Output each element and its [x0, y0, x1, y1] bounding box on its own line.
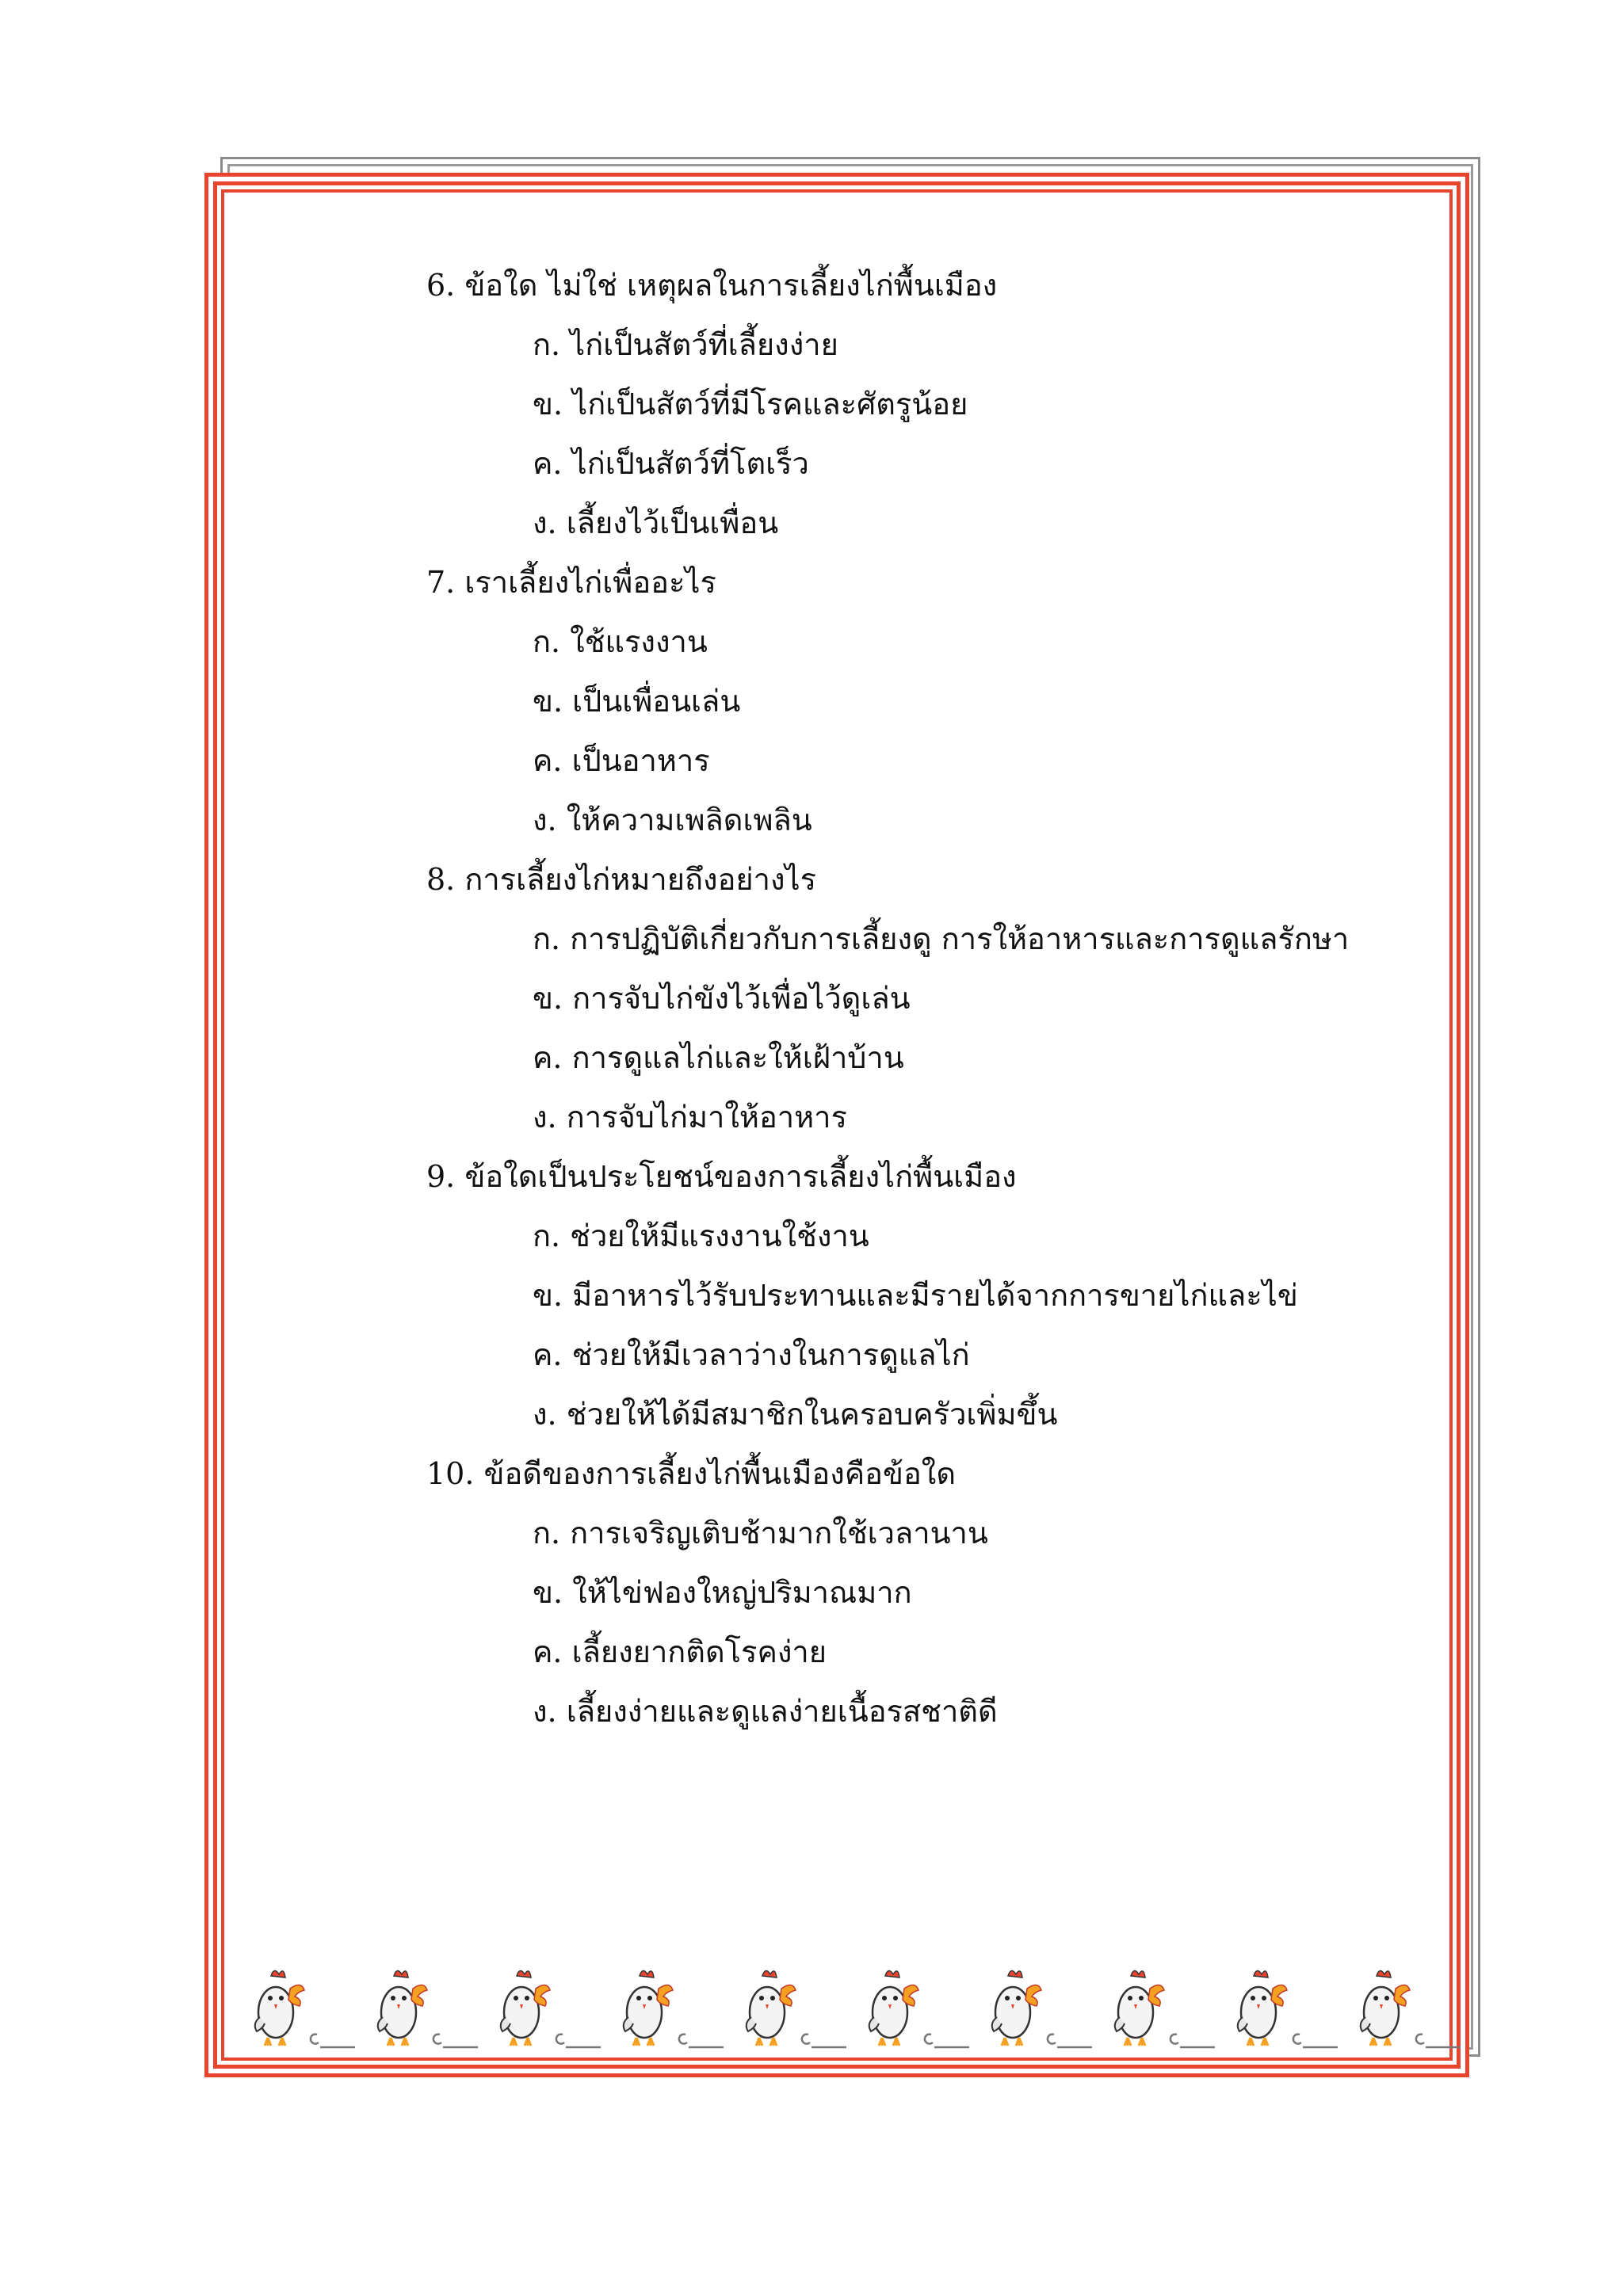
swirl-line-icon — [799, 2027, 848, 2050]
option-6d: ง. เลี้ยงไว้เป็นเพื่อน — [533, 505, 779, 540]
chicken-icon — [858, 1965, 922, 2052]
chicken-icon — [613, 1965, 676, 2052]
swirl-line-icon — [307, 2027, 357, 2050]
option-9b: ข. มีอาหารไว้รับประทานและมีรายได้จากการขายไก่และไข่ — [533, 1278, 1298, 1313]
chicken-icon — [1350, 1965, 1413, 2052]
chicken-icon — [490, 1965, 553, 2052]
option-9d: ง. ช่วยให้ได้มีสมาชิกในครอบครัวเพิ่มขึ้น — [533, 1397, 1058, 1432]
question-10: 10. ข้อดีของการเลี้ยงไก่พื้นเมืองคือข้อใด — [426, 1456, 957, 1491]
option-8b: ข. การจับไก่ขังไว้เพื่อไว้ดูเล่น — [533, 981, 911, 1016]
chicken-border — [238, 1965, 1458, 2052]
swirl-line-icon — [1413, 2027, 1462, 2050]
option-8c: ค. การดูแลไก่และให้เฝ้าบ้าน — [533, 1040, 904, 1075]
chicken-icon — [1227, 1965, 1290, 2052]
option-6b: ข. ไก่เป็นสัตว์ที่มีโรคและศัตรูน้อย — [533, 387, 968, 421]
option-8a: ก. การปฏิบัติเกี่ยวกับการเลี้ยงดู การให้อาหารและการดูแลรักษา — [533, 921, 1350, 956]
question-6: 6. ข้อใด ไม่ใช่ เหตุผลในการเลี้ยงไก่พื้นเมือง — [426, 268, 998, 303]
option-7a: ก. ใช้แรงงาน — [533, 624, 708, 659]
chicken-icon — [735, 1965, 799, 2052]
question-9: 9. ข้อใดเป็นประโยชน์ของการเลี้ยงไก่พื้นเมือง — [426, 1159, 1017, 1194]
option-9a: ก. ช่วยให้มีแรงงานใช้งาน — [533, 1219, 869, 1253]
chicken-icon — [981, 1965, 1044, 2052]
option-7c: ค. เป็นอาหาร — [533, 743, 710, 778]
swirl-line-icon — [553, 2027, 602, 2050]
option-6a: ก. ไก่เป็นสัตว์ที่เลี้ยงง่าย — [533, 327, 838, 362]
swirl-line-icon — [676, 2027, 725, 2050]
question-7: 7. เราเลี้ยงไก่เพื่ออะไร — [426, 565, 716, 600]
swirl-line-icon — [1044, 2027, 1094, 2050]
option-10b: ข. ให้ไข่ฟองใหญ่ปริมาณมาก — [533, 1575, 912, 1610]
swirl-line-icon — [430, 2027, 479, 2050]
option-6c: ค. ไก่เป็นสัตว์ที่โตเร็ว — [533, 446, 809, 481]
option-10d: ง. เลี้ยงง่ายและดูแลง่ายเนื้อรสชาติดี — [533, 1694, 998, 1729]
option-7d: ง. ให้ความเพลิดเพลิน — [533, 803, 812, 837]
option-10a: ก. การเจริญเติบช้ามากใช้เวลานาน — [533, 1516, 988, 1550]
chicken-icon — [244, 1965, 307, 2052]
chicken-icon — [367, 1965, 430, 2052]
option-7b: ข. เป็นเพื่อนเล่น — [533, 684, 741, 719]
chicken-icon — [1104, 1965, 1167, 2052]
option-8d: ง. การจับไก่มาให้อาหาร — [533, 1100, 847, 1135]
option-9c: ค. ช่วยให้มีเวลาว่างในการดูแลไก่ — [533, 1337, 970, 1372]
swirl-line-icon — [1167, 2027, 1216, 2050]
swirl-line-icon — [922, 2027, 971, 2050]
option-10c: ค. เลี้ยงยากติดโรคง่าย — [533, 1634, 827, 1669]
question-8: 8. การเลี้ยงไก่หมายถึงอย่างไร — [426, 862, 817, 897]
swirl-line-icon — [1290, 2027, 1339, 2050]
